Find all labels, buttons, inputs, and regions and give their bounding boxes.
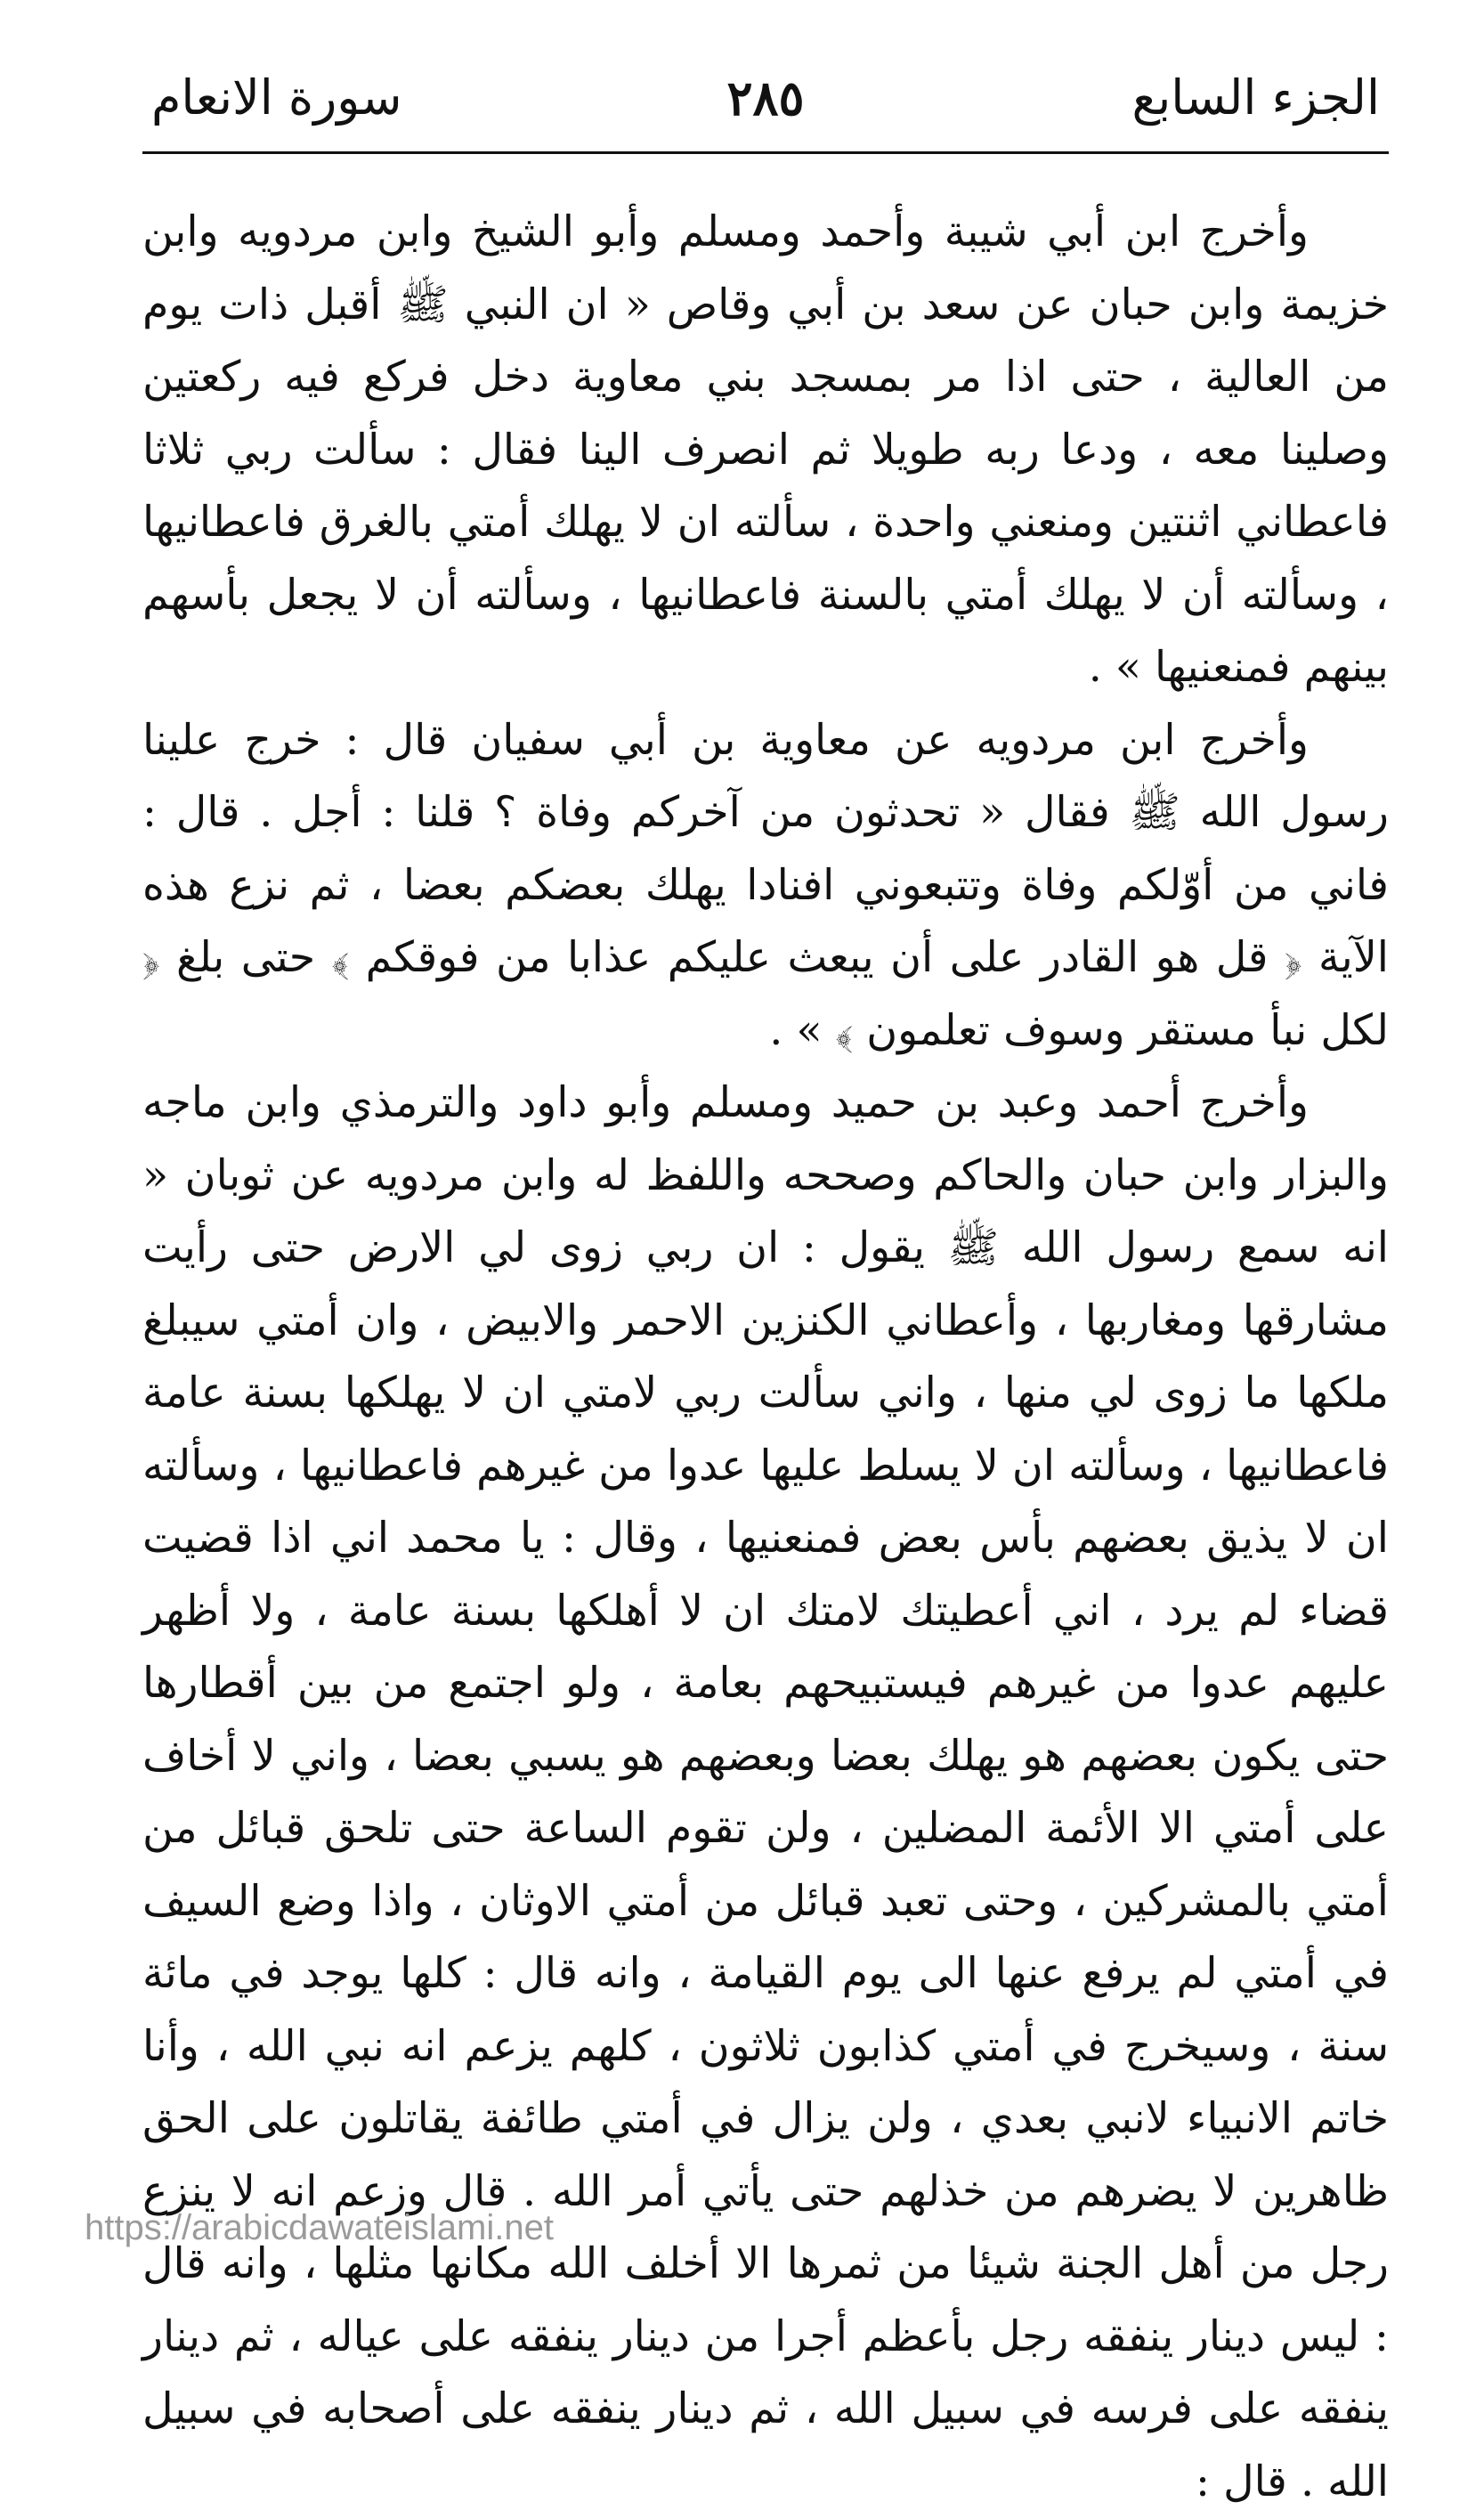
surah-label: سورة الانعام [151,69,402,126]
source-watermark: https://arabicdawateislami.net [85,2208,554,2247]
paragraph-1: وأخرج ابن أبي شيبة وأحمد ومسلم وأبو الشيخ وابن مردويه وابن خزيمة وابن حبان عن سعد بن أبي وقاص « ان النبي ﷺ أقبل ذات يوم من العالية ، حتى اذا مر بمسجد بني معاوية دخل فركع فيه ركعتين وصلينا معه ، ودعا ربه طويلا ثم انصرف الينا فقال : سألت ربي ثلاثا فاعطاني اثنتين ومنعني واحدة ، سألته ان لا يهلك أمتي بالغرق فاعطانيها ، وسألته أن لا يهلك أمتي بالسنة فاعطانيها ، وسألته أن لا يجعل بأسهم بينهم فمنعنيها » . [142,207,1389,692]
paragraph-3: وأخرج أحمد وعبد بن حميد ومسلم وأبو داود والترمذي وابن ماجه والبزار وابن حبان والحاكم وصححه واللفظ له وابن مردويه عن ثوبان « انه سمع رسول الله ﷺ يقول : ان ربي زوى لي الارض حتى رأيت مشارقها ومغاربها ، وأعطاني الكنزين الاحمر والابيض ، وان أمتي سيبلغ ملكها ما زوى لي منها ، واني سألت ربي لامتي ان لا يهلكها بسنة عامة فاعطانيها ، وسألته ان لا يسلط عليها عدوا من غيرهم فاعطانيها ، وسألته ان لا يذيق بعضهم بأس بعض فمنعنيها ، وقال : يا محمد اني اذا قضيت قضاء لم يرد ، اني أعطيتك لامتك ان لا أهلكها بسنة عامة ، ولا أظهر عليهم عدوا من غيرهم فيستبيحهم بعامة ، ولو اجتمع من بين أقطارها حتى يكون بعضهم هو يهلك بعضا وبعضهم هو يسبي بعضا ، واني لا أخاف على أمتي الا الأئمة المضلين ، ولن تقوم الساعة حتى تلحق قبائل من أمتي بالمشركين ، وحتى تعبد قبائل من أمتي الاوثان ، واذا وضع السيف في أمتي لم يرفع عنها الى يوم القيامة ، وانه قال : كلها يوجد في مائة سنة ، وسيخرج في أمتي كذابون ثلاثون ، كلهم يزعم انه نبي الله ، وأنا خاتم الانبياء لانبي بعدي ، ولن يزال في أمتي طائفة يقاتلون على الحق ظاهرين لا يضرهم من خذلهم حتى يأتي أمر الله . قال وزعم انه لا ينزع رجل من أهل الجنة شيئا من ثمرها الا أخلف الله مكانها مثلها ، وانه قال : ليس دينار ينفقه رجل بأعظم أجرا من دينار ينفقه على عياله ، ثم دينار ينفقه على فرسه في سبيل الله ، ثم دينار ينفقه على أصحابه في سبيل الله . قال : [142,1078,1389,2506]
page-header [142,53,1389,142]
header-divider [142,151,1389,154]
page-body [142,196,1389,2518]
juz-label: الجزء السابع [1131,69,1380,126]
page-number: ٢٨٥ [726,69,805,126]
paragraph-2: وأخرج ابن مردويه عن معاوية بن أبي سفيان قال : خرج علينا رسول الله ﷺ فقال « تحدثون من آخركم وفاة ؟ قلنا : أجل . قال : فاني من أوّلكم وفاة وتتبعوني افنادا يهلك بعضكم بعضا ، ثم نزع هذه الآية ﴿ قل هو القادر على أن يبعث عليكم عذابا من فوقكم ﴾ حتى بلغ ﴿ لكل نبأ مستقر وسوف تعلمون ﴾ » . [142,715,1389,1055]
